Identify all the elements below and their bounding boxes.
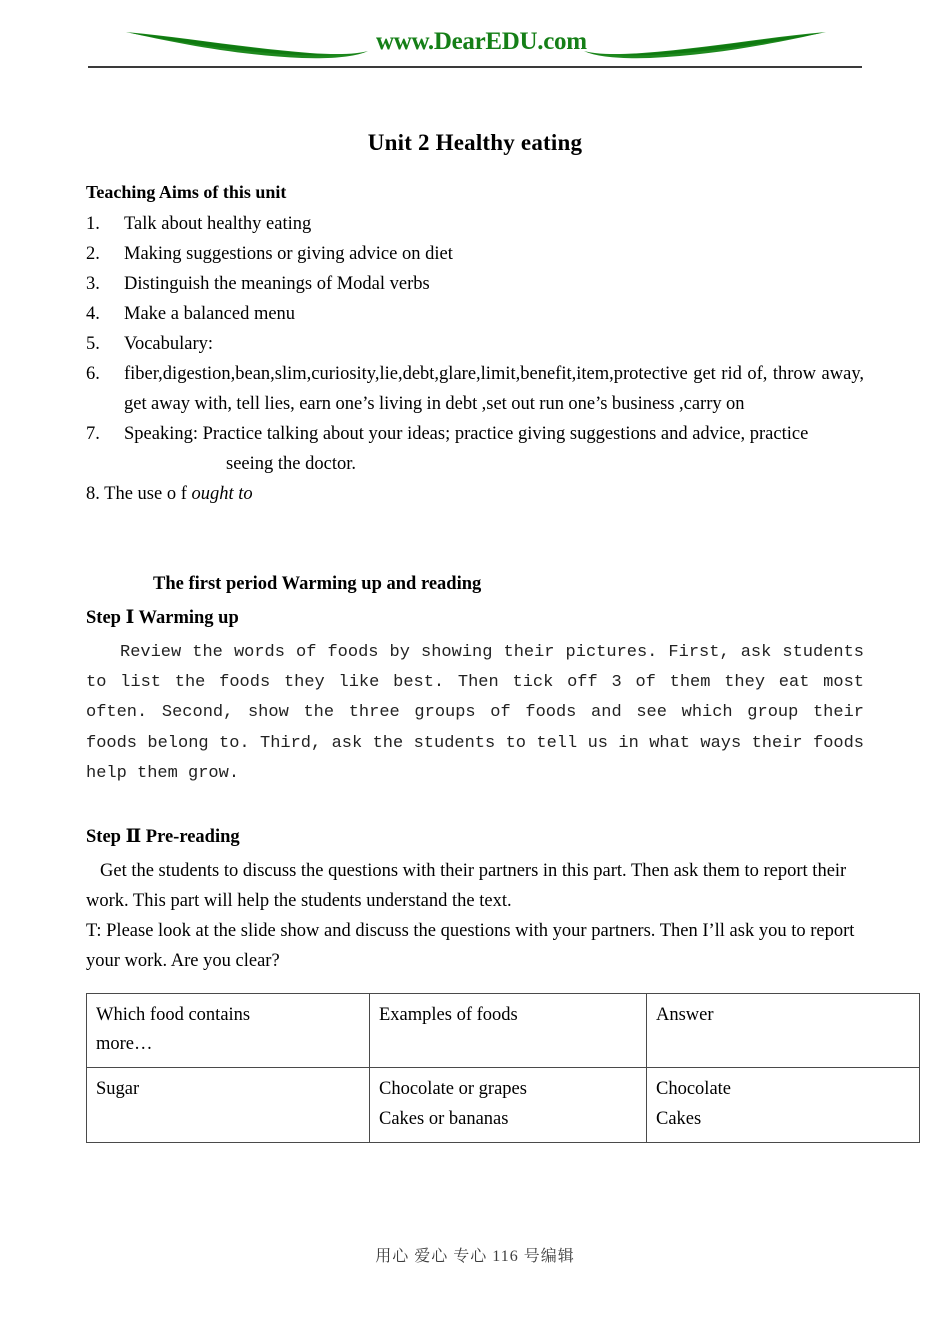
table-cell-category-value: Sugar — [96, 1079, 140, 1100]
table-header-cell-answer — [647, 993, 920, 1067]
green-swoosh-left-icon — [124, 26, 370, 60]
list-item-label: Vocabulary: — [124, 334, 214, 355]
list-item-label: Speaking: Practice talking about your ideas; practice giving suggestions and advice, practice — [124, 423, 809, 444]
step-1-heading: Step Ⅰ Warming up — [86, 607, 239, 628]
list-item — [86, 330, 864, 360]
spacer — [86, 977, 864, 993]
list-item-ought-to — [86, 480, 864, 510]
table-cell-answer-line2: Cakes — [656, 1108, 702, 1129]
table-header-question-line1: Which food contains — [96, 1004, 251, 1025]
spacer — [86, 510, 864, 570]
table-header-row — [87, 993, 920, 1067]
list-item-number: 7. — [86, 423, 100, 444]
header-divider — [88, 66, 862, 68]
list-item-vocabulary — [86, 360, 864, 420]
table-header-answer-label: Answer — [656, 1004, 714, 1025]
spacer — [86, 789, 864, 823]
document-content — [86, 130, 864, 1143]
table-header-examples-label: Examples of foods — [379, 1004, 518, 1025]
list-item — [86, 300, 864, 330]
table-cell-category — [87, 1068, 370, 1142]
first-period-heading: The first period Warming up and reading — [153, 573, 482, 594]
teaching-aims-heading: Teaching Aims of this unit — [86, 182, 287, 202]
list-item-label: Making suggestions or giving advice on diet — [124, 244, 453, 265]
list-item-number: 1. — [86, 214, 100, 235]
list-item — [86, 270, 864, 300]
table-cell-examples — [370, 1068, 647, 1142]
list-item-label: Talk about healthy eating — [124, 214, 312, 235]
table-cell-answer-line1: Chocolate — [656, 1079, 732, 1100]
aim8-prefix: 8. The use o f — [86, 483, 192, 504]
table-header-question-line2: more… — [96, 1034, 153, 1055]
list-item-speaking — [86, 420, 864, 450]
step-1-body-paragraph: Review the words of foods by showing their pictures. First, ask students to list the foods they like best. Then tick off 3 of them they eat most often. Second, show the three groups of foods and see which group their foods belong to. Third, ask the students to tell us in what ways their foods help them grow. — [86, 642, 864, 783]
step-2-heading: Step Ⅱ Pre-reading — [86, 827, 240, 848]
page-title: Unit 2 Healthy eating — [367, 130, 583, 155]
list-item-number: 3. — [86, 274, 100, 295]
step-2-paragraph-1: Get the students to discuss the questions with their partners in this part. Then ask them to report their work. This part will help the students understand the text. — [86, 861, 847, 911]
page-footer: 用心 爱心 专心 116 号编辑 — [375, 1248, 575, 1265]
green-swoosh-right-icon — [582, 26, 828, 60]
table-header-cell-question — [87, 993, 370, 1067]
step-2-paragraph-2: T: Please look at the slide show and discuss the questions with your partners. Then I’ll ask you to report your work. Are you clear? — [86, 920, 855, 971]
list-item-label: Make a balanced menu — [124, 304, 296, 325]
aim8-italic-term: ought to — [191, 483, 253, 504]
teaching-aims-list — [86, 210, 864, 450]
table-row — [87, 1068, 920, 1142]
aim-seeing-doctor-line: seeing the doctor. — [226, 453, 356, 474]
food-questions-table — [86, 993, 920, 1143]
list-item-number: 6. — [86, 364, 100, 384]
list-item — [86, 240, 864, 270]
site-logo-text: www.DearEDU.com — [376, 28, 587, 55]
list-item-number: 4. — [86, 304, 100, 325]
table-cell-answer — [647, 1068, 920, 1142]
list-item-label: fiber,digestion,bean,slim,curiosity,lie,debt,glare,limit,benefit,item,protective get rid of, throw away, get away with, tell lies, earn one’s living in debt ,set out run one’s business ,carry on — [124, 364, 864, 414]
table-cell-examples-line2: Cakes or bananas — [379, 1108, 509, 1129]
table-header-cell-examples — [370, 993, 647, 1067]
list-item-number: 5. — [86, 334, 100, 355]
table-cell-examples-line1: Chocolate or grapes — [379, 1079, 527, 1100]
list-item-label: Distinguish the meanings of Modal verbs — [124, 274, 430, 295]
list-item-number: 2. — [86, 244, 100, 265]
list-item — [86, 210, 864, 240]
